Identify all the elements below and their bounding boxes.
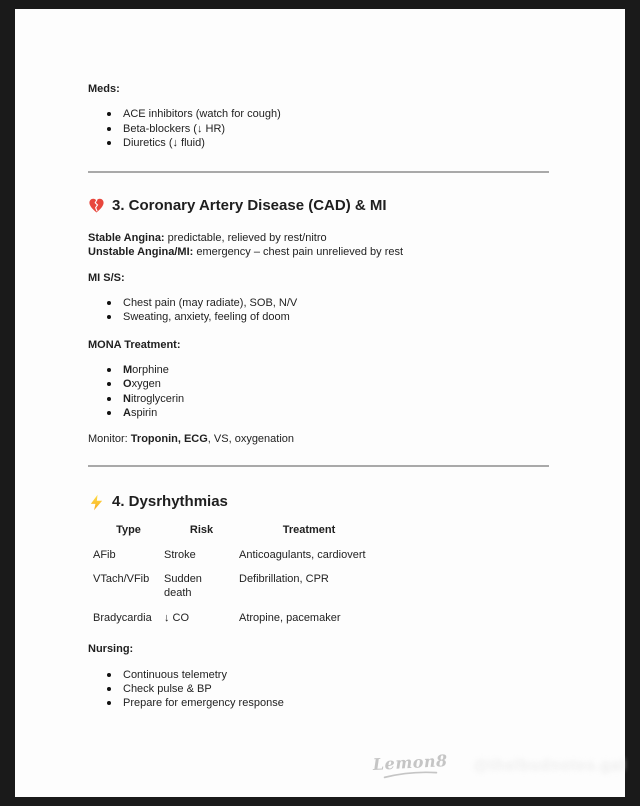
list-item	[123, 392, 549, 406]
mi-ss-list	[88, 296, 549, 325]
mona-rest: xygen	[131, 378, 161, 391]
cad-section-title: 3. Coronary Artery Disease (CAD) & MI	[112, 196, 387, 214]
list-item	[123, 406, 549, 420]
table-cell: VTach/VFib	[93, 572, 150, 585]
column-header: Type	[116, 524, 141, 537]
list-item: Prepare for emergency response	[123, 696, 549, 710]
list-item: Check pulse & BP	[123, 682, 549, 696]
nursing-list	[88, 668, 549, 711]
section-divider	[88, 171, 549, 173]
table-cell: Anticoagulants, cardiovert	[239, 548, 366, 561]
monitor-rest: , VS, oxygenation	[207, 432, 295, 445]
document-content	[88, 82, 549, 711]
unstable-angina-line	[88, 245, 549, 259]
list-item: Chest pain (may radiate), SOB, N/V	[123, 296, 549, 310]
lightning-bolt-icon	[88, 494, 105, 511]
lemon8-watermark	[373, 753, 625, 778]
mona-initial: A	[123, 407, 131, 420]
section-divider	[88, 465, 549, 467]
mona-heading: MONA Treatment:	[88, 338, 181, 351]
mona-initial: N	[123, 392, 131, 405]
list-item	[123, 363, 549, 377]
unstable-angina-label: Unstable Angina/MI:	[88, 246, 194, 259]
unstable-angina-text: emergency – chest pain unrelieved by rest	[193, 246, 404, 259]
mona-initial: O	[123, 378, 132, 391]
dysrhythmias-section-heading	[88, 492, 549, 512]
angina-summary	[88, 231, 549, 260]
mona-rest: spirin	[130, 407, 158, 420]
list-item: Diuretics (↓ fluid)	[123, 136, 549, 150]
logo-underline-swoosh	[382, 768, 440, 779]
table-cell: Bradycardia	[93, 611, 152, 624]
dysrhythmias-section-title: 4. Dysrhythmias	[112, 493, 228, 511]
list-item: ACE inhibitors (watch for cough)	[123, 107, 549, 121]
table-cell: AFib	[93, 548, 116, 561]
stable-angina-line	[88, 231, 549, 245]
monitor-line	[88, 432, 549, 446]
lemon8-logo-text: Lemon8	[372, 751, 449, 774]
list-item: Sweating, anxiety, feeling of doom	[123, 310, 549, 324]
lemon8-logo	[372, 751, 448, 780]
column-header: Treatment	[282, 524, 336, 537]
cad-section-heading	[88, 196, 549, 216]
mona-rest: orphine	[132, 364, 169, 377]
mona-rest: itroglycerin	[130, 392, 185, 405]
stable-angina-label: Stable Angina:	[88, 231, 165, 244]
table-row	[93, 611, 549, 625]
list-item	[123, 377, 549, 391]
broken-heart-icon	[88, 197, 105, 214]
stable-angina-text: predictable, relieved by rest/nitro	[164, 231, 327, 244]
table-cell: Atropine, pacemaker	[239, 611, 341, 624]
table-row	[93, 548, 549, 562]
nursing-heading: Nursing:	[88, 643, 134, 656]
list-item: Beta-blockers (↓ HR)	[123, 122, 549, 136]
table-header-row	[93, 523, 549, 537]
document-page	[15, 9, 625, 797]
table-row	[93, 572, 549, 601]
table-cell: Stroke	[164, 548, 196, 561]
table-cell: ↓ CO	[164, 611, 190, 624]
blurred-username-watermark: @thelbudnotes.gal	[473, 757, 626, 774]
list-item: Continuous telemetry	[123, 668, 549, 682]
meds-heading: Meds:	[88, 83, 120, 95]
meds-list	[88, 107, 549, 150]
table-cell: Defibrillation, CPR	[239, 572, 329, 585]
table-cell: Sudden death	[164, 572, 202, 600]
monitor-prefix: Monitor:	[88, 432, 131, 445]
monitor-bold-text: Troponin, ECG	[130, 432, 208, 445]
dysrhythmias-table	[88, 523, 549, 625]
mona-initial: M	[123, 364, 133, 377]
mi-ss-heading: MI S/S:	[88, 272, 125, 285]
column-header: Risk	[189, 524, 214, 537]
mona-list	[88, 363, 549, 421]
